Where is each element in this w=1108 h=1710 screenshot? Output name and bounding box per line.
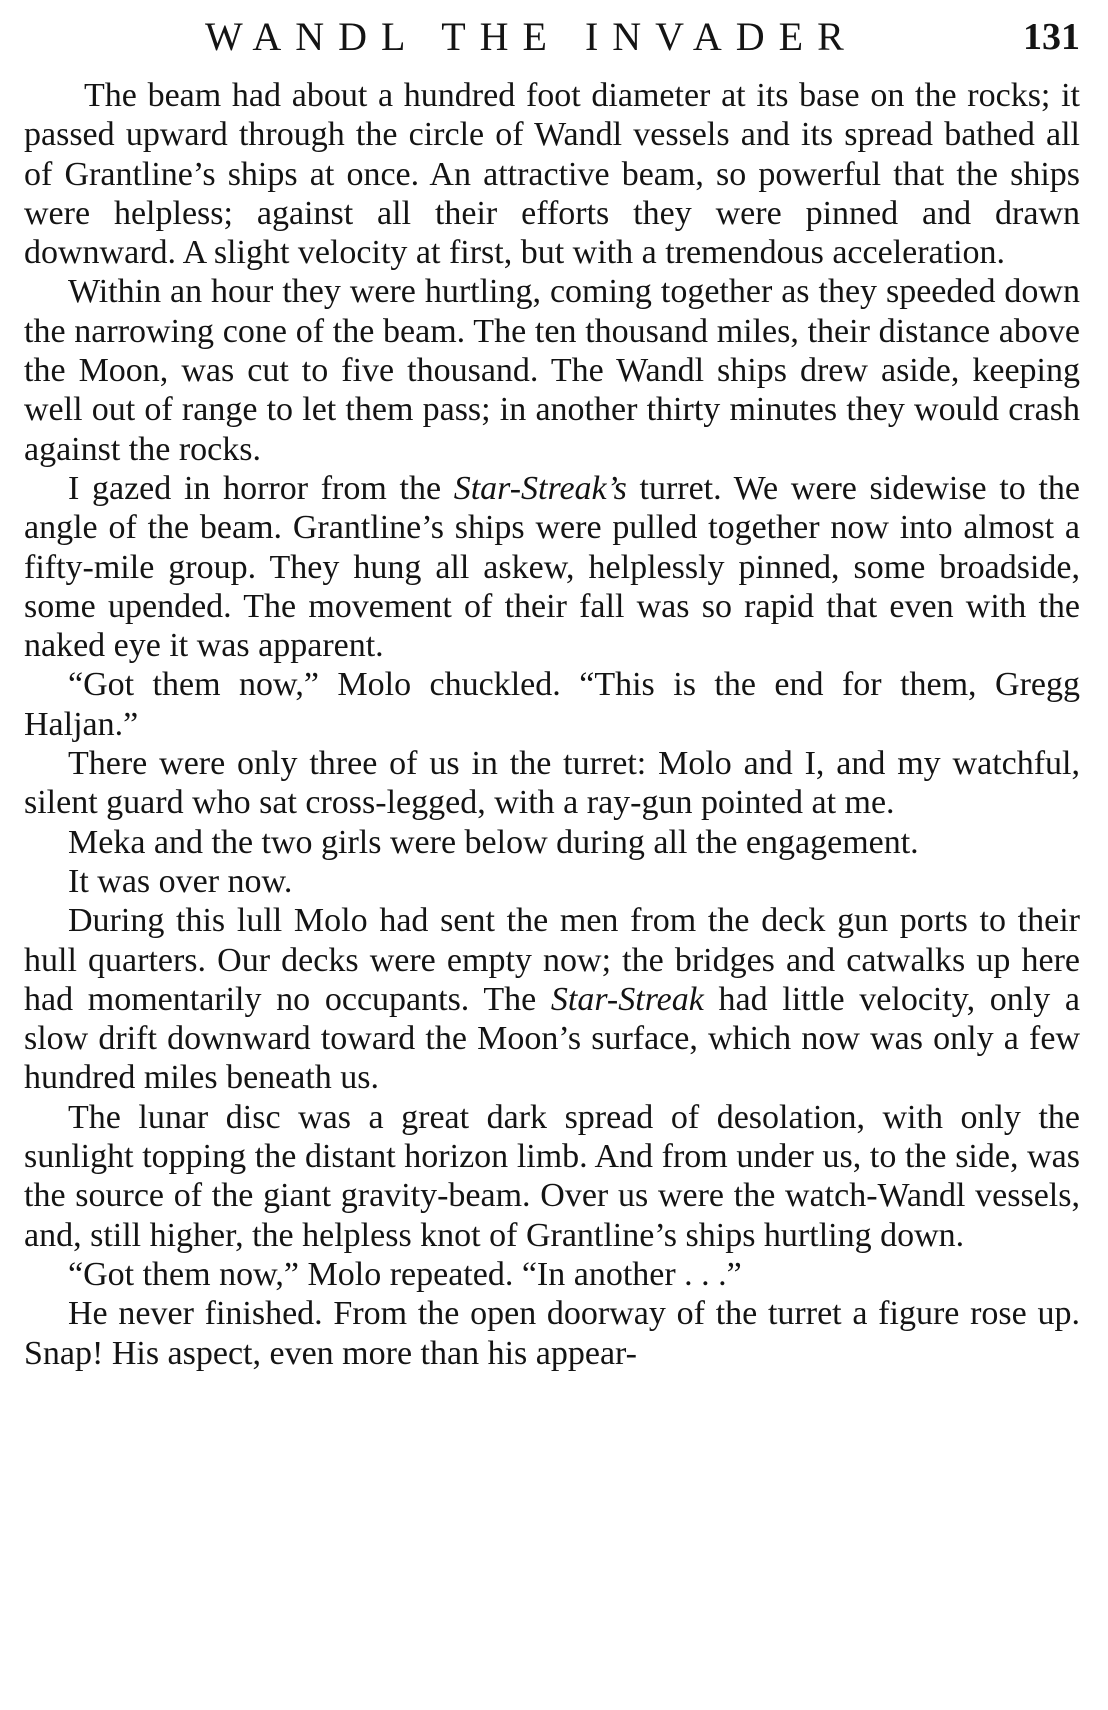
paragraph: [24, 76, 1080, 272]
text-run: The beam had about a hundred foot diameter at its base on the rocks; it passed upward through the circle of Wandl vessels and its spread bathed all of Grantline’s ships at once. An attractive beam, so powerful that the ships were helpless; against all their efforts they were pinned and drawn downward. A slight velocity at first, but with a tremendous acceleration.: [24, 77, 1080, 272]
text-run: During this lull Molo had sent the men from the deck gun ports to their hull quarters. Our decks were empty now; the bridges and catwalks up here had momentarily no occupants. The: [24, 902, 1080, 1018]
paragraph: [24, 744, 1080, 823]
text-run: Within an hour they were hurtling, coming together as they speeded down the narrowing cone of the beam. The ten thousand miles, their distance above the Moon, was cut to five thousand. The Wandl ships drew aside, keeping well out of range to let them pass; in another thirty minutes they would crash against the rocks.: [24, 273, 1080, 468]
text-run: The lunar disc was a great dark spread of desolation, with only the sunlight topping the distant horizon limb. And from under us, to the side, was the source of the giant gravity-beam. Over us were the watch-Wandl vessels, and, still higher, the helpless knot of Grantline’s ships hurtling down.: [24, 1098, 1080, 1254]
running-title: WANDL THE INVADER: [205, 14, 858, 59]
paragraph: [24, 272, 1080, 468]
text-run: Meka and the two girls were below during all the engagement.: [68, 823, 919, 861]
body-text: [24, 76, 1080, 1373]
text-run: I gazed in horror from the: [68, 469, 454, 507]
paragraph: [24, 665, 1080, 744]
paragraph: [24, 1294, 1080, 1373]
paragraph: [24, 1255, 1080, 1294]
text-run: had little velocity, only a slow drift downward toward the Moon’s surface, which now was only a few hundred miles beneath us.: [24, 980, 1080, 1097]
text-run: It was over now.: [68, 862, 293, 900]
text-run: There were only three of us in the turret: Molo and I, and my watchful, silent guard who sat cross-legged, with a ray-gun pointed at me.: [24, 745, 1080, 822]
text-run: “Got them now,” Molo chuckled. “This is the end for them, Gregg Haljan.”: [24, 666, 1080, 743]
paragraph: [24, 862, 1080, 901]
paragraph: [24, 901, 1080, 1097]
text-run: He never finished. From the open doorway of the turret a figure rose up. Snap! His aspect, even more than his appear-: [24, 1295, 1080, 1372]
paragraph: [24, 1098, 1080, 1255]
paragraph: [24, 469, 1080, 665]
running-header: [0, 12, 1108, 62]
text-run: “Got them now,” Molo repeated. “In another . . .”: [68, 1255, 742, 1293]
paragraph: [24, 823, 1080, 862]
text-run: turret. We were sidewise to the angle of the beam. Grantline’s ships were pulled together now into almost a fifty-mile group. They hung all askew, helplessly pinned, some broadside, some upended. The movement of their fall was so rapid that even with the naked eye it was apparent.: [24, 469, 1080, 665]
italic-text: Star-Streak’s: [453, 469, 627, 507]
page-number: 131: [1023, 16, 1080, 58]
italic-text: Star-Streak: [550, 980, 704, 1018]
